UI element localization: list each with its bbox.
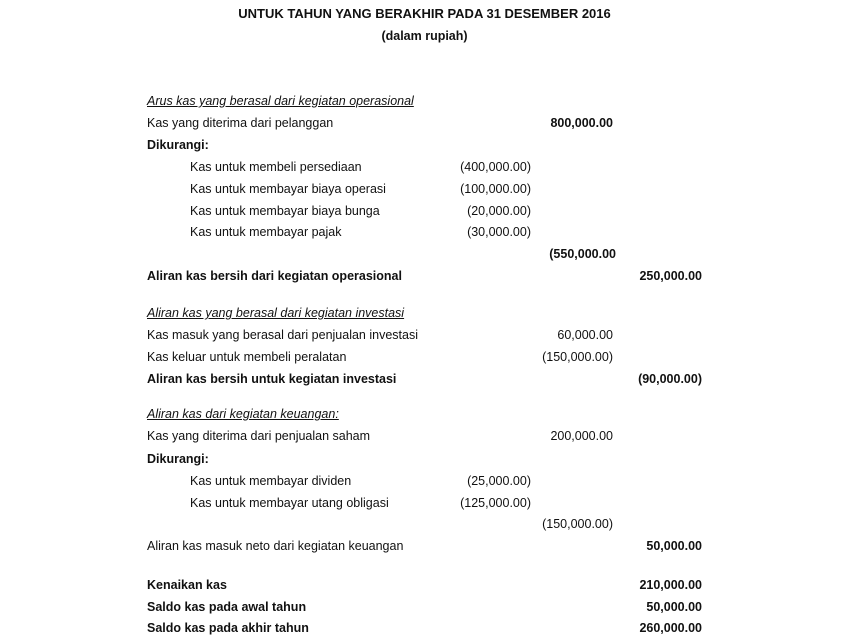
beginning-balance-value: 50,000.00	[646, 600, 702, 614]
row-value: (20,000.00)	[467, 204, 531, 218]
net-value: 50,000.00	[646, 539, 702, 553]
increase-value: 210,000.00	[639, 578, 702, 592]
less-label: Dikurangi:	[147, 452, 209, 466]
subtotal-value: (150,000.00)	[542, 517, 613, 531]
row-label: Kas keluar untuk membeli peralatan	[147, 350, 347, 364]
subtotal-row	[0, 517, 849, 537]
operating-heading: Arus kas yang berasal dari kegiatan operasional	[147, 94, 414, 108]
row-label: Kas untuk membayar pajak	[190, 225, 342, 239]
subtotal-row	[0, 247, 849, 267]
table-row	[0, 116, 849, 136]
summary-row	[0, 621, 849, 641]
net-label: Aliran kas bersih dari kegiatan operasional	[147, 269, 402, 283]
row-label: Kas untuk membeli persediaan	[190, 160, 362, 174]
row-value: (25,000.00)	[467, 474, 531, 488]
table-row	[0, 452, 849, 472]
summary-row	[0, 600, 849, 620]
beginning-balance-label: Saldo kas pada awal tahun	[147, 600, 307, 614]
investing-heading-row	[0, 306, 849, 326]
row-label: Kas yang diterima dari penjualan saham	[147, 429, 371, 443]
table-row	[0, 160, 849, 180]
table-row	[0, 474, 849, 494]
net-label: Aliran kas bersih untuk kegiatan investasi	[147, 372, 397, 386]
table-row	[0, 328, 849, 348]
row-value: (100,000.00)	[460, 182, 531, 196]
financing-heading-row	[0, 407, 849, 427]
less-label: Dikurangi:	[147, 138, 209, 152]
table-row	[0, 225, 849, 245]
summary-row	[0, 578, 849, 598]
row-label: Kas untuk membayar biaya operasi	[190, 182, 386, 196]
report-title: UNTUK TAHUN YANG BERAKHIR PADA 31 DESEMBER 2016	[238, 6, 611, 21]
ending-balance-label: Saldo kas pada akhir tahun	[147, 621, 309, 635]
operating-heading-row	[0, 94, 849, 114]
table-row	[0, 350, 849, 370]
investing-heading: Aliran kas yang berasal dari kegiatan investasi	[147, 306, 405, 320]
row-value: (125,000.00)	[460, 496, 531, 510]
table-row	[0, 496, 849, 516]
row-label: Kas untuk membayar biaya bunga	[190, 204, 380, 218]
report-subtitle: (dalam rupiah)	[381, 29, 468, 43]
row-value: (30,000.00)	[467, 225, 531, 239]
ending-balance-value: 260,000.00	[639, 621, 702, 635]
net-row	[0, 269, 849, 289]
table-row	[0, 204, 849, 224]
net-row	[0, 539, 849, 559]
net-label: Aliran kas masuk neto dari kegiatan keuangan	[147, 539, 404, 553]
row-label: Kas yang diterima dari pelanggan	[147, 116, 334, 130]
row-value: 800,000.00	[550, 116, 613, 130]
table-row	[0, 182, 849, 202]
row-label: Kas untuk membayar dividen	[190, 474, 352, 488]
financing-heading: Aliran kas dari kegiatan keuangan:	[147, 407, 339, 421]
row-value: (400,000.00)	[460, 160, 531, 174]
row-value: 60,000.00	[557, 328, 613, 342]
net-value: 250,000.00	[639, 269, 702, 283]
subtotal-value: (550,000.00	[549, 247, 616, 261]
net-value: (90,000.00)	[638, 372, 702, 386]
row-value: (150,000.00)	[542, 350, 613, 364]
net-row	[0, 372, 849, 392]
row-label: Kas untuk membayar utang obligasi	[190, 496, 389, 510]
increase-label: Kenaikan kas	[147, 578, 227, 592]
row-value: 200,000.00	[550, 429, 613, 443]
table-row	[0, 429, 849, 449]
row-label: Kas masuk yang berasal dari penjualan investasi	[147, 328, 418, 342]
table-row	[0, 138, 849, 158]
